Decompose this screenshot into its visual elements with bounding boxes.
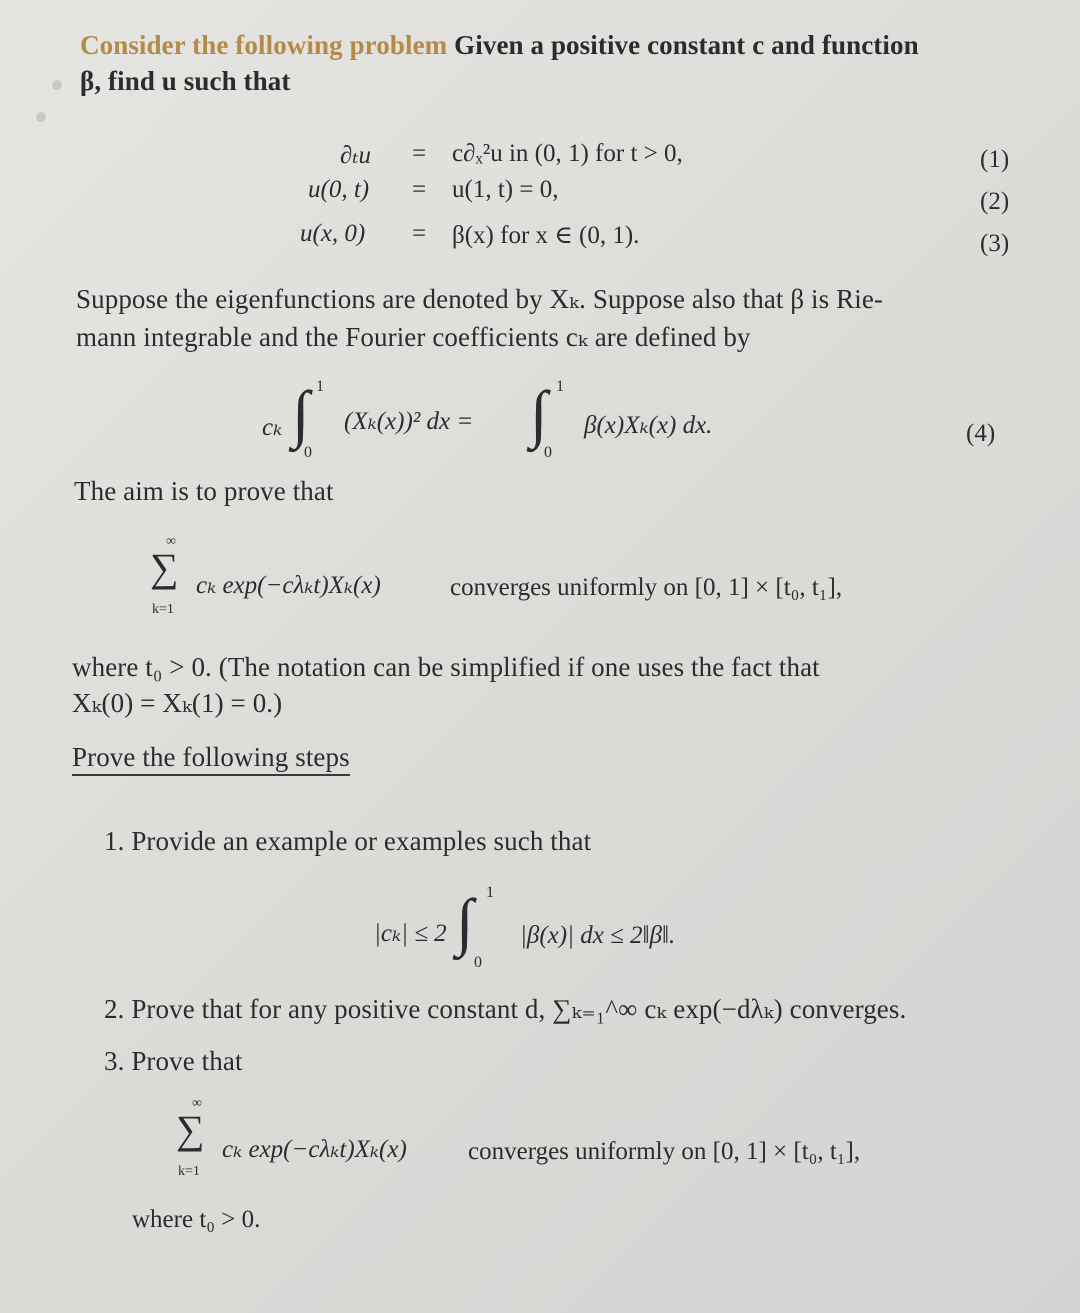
- where-line1: where t₀ > 0. (The notation can be simplified if one uses the fact that: [72, 652, 820, 682]
- series2-upper: ∞: [192, 1096, 202, 1111]
- bullet-dot: [52, 80, 62, 90]
- eq1-eq: =: [412, 140, 427, 167]
- eq1-rhs: c∂ₓ²u in (0, 1) for t > 0,: [452, 140, 683, 167]
- step2-text: 2. Prove that for any positive constant d, ∑ₖ₌₁^∞ cₖ exp(−dλₖ) converges.: [104, 994, 907, 1024]
- eq2-eq: =: [412, 176, 427, 203]
- step1-inequality-right: |β(x)| dx ≤ 2‖β‖.: [520, 922, 676, 949]
- problem-intro-line2: β, find u such that: [80, 66, 291, 96]
- eq4-integral-1: ∫: [292, 378, 310, 449]
- eq3-rhs: β(x) for x ∈ (0, 1).: [452, 222, 640, 249]
- series2-expr: cₖ exp(−cλₖt)Xₖ(x): [222, 1136, 407, 1163]
- step3-text: 3. Prove that: [104, 1046, 243, 1076]
- step1-inequality-left: |cₖ| ≤ 2: [374, 920, 447, 947]
- eq2-rhs: u(1, t) = 0,: [452, 176, 559, 203]
- series2-sigma: ∑: [176, 1107, 205, 1152]
- eq2-lhs: u(0, t): [308, 176, 370, 203]
- eq4-lower-2: 0: [544, 444, 552, 461]
- eq2-number: (2): [980, 188, 1010, 215]
- series1-sigma: ∑: [150, 545, 179, 590]
- eq4-lower-1: 0: [304, 444, 312, 461]
- eq4-integrand-2: β(x)Xₖ(x) dx.: [584, 412, 713, 439]
- eq4-upper-1: 1: [316, 378, 324, 395]
- eq1-lhs: ∂ₜu: [340, 142, 372, 169]
- series1-expr: cₖ exp(−cλₖt)Xₖ(x): [196, 572, 381, 599]
- series1-upper: ∞: [166, 534, 176, 549]
- eq3-number: (3): [980, 230, 1010, 257]
- eq4-integral-2: ∫: [530, 378, 548, 449]
- eq4-ck: cₖ: [262, 414, 283, 441]
- eigen-para-line1: Suppose the eigenfunctions are denoted by Xₖ. Suppose also that β is Rie-: [76, 284, 883, 314]
- series2-conv: converges uniformly on [0, 1] × [t₀, t₁],: [468, 1138, 861, 1165]
- where-final: where t₀ > 0.: [132, 1206, 261, 1233]
- prove-steps-heading: Prove the following steps: [72, 742, 350, 776]
- eq1-number: (1): [980, 146, 1010, 173]
- aim-text: The aim is to prove that: [74, 476, 334, 506]
- eq4-upper-2: 1: [556, 378, 564, 395]
- step1-integral: ∫: [456, 886, 474, 957]
- bullet-dot: [36, 112, 46, 122]
- series1-conv: converges uniformly on [0, 1] × [t₀, t₁],: [450, 574, 843, 601]
- series1-lower: k=1: [152, 602, 174, 617]
- eq3-eq: =: [412, 220, 427, 247]
- step1-text: 1. Provide an example or examples such that: [104, 826, 592, 856]
- series2-lower: k=1: [178, 1164, 200, 1179]
- step1-lower: 0: [474, 954, 482, 971]
- step1-upper: 1: [486, 884, 494, 901]
- where-line2: Xₖ(0) = Xₖ(1) = 0.): [72, 688, 283, 718]
- problem-heading: Consider the following problem Given a positive constant c and function: [80, 30, 919, 60]
- eigen-para-line2: mann integrable and the Fourier coefficients cₖ are defined by: [76, 322, 751, 352]
- eq3-lhs: u(x, 0): [300, 220, 366, 247]
- eq4-integrand-1: (Xₖ(x))² dx =: [344, 408, 474, 435]
- eq4-number: (4): [966, 420, 996, 447]
